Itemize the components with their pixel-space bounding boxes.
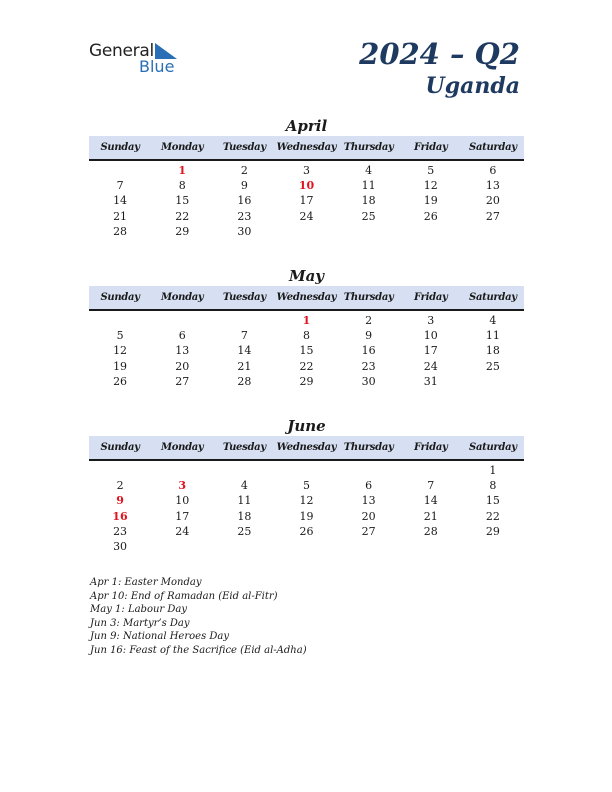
day-cell: 9	[240, 179, 248, 193]
day-cell: 6	[365, 479, 373, 493]
day-cell: 28	[423, 524, 438, 538]
day-cell	[462, 374, 524, 389]
weekday-label: Friday	[414, 142, 448, 153]
day-cell: 7	[240, 329, 248, 343]
day-cell: 27	[485, 209, 500, 223]
day-cell	[213, 539, 275, 554]
day-cell	[275, 463, 337, 478]
day-cell: 2	[240, 164, 248, 177]
day-cell: 7	[116, 179, 124, 193]
brand-logo	[89, 41, 189, 77]
day-cell: 7	[427, 479, 435, 493]
day-cell: 24	[299, 209, 314, 223]
day-cell: 16	[361, 344, 376, 358]
day-cell: 21	[113, 209, 128, 223]
day-cell	[89, 463, 151, 478]
day-cell	[89, 313, 151, 328]
day-cell: 4	[489, 314, 497, 327]
day-cell: 21	[423, 509, 438, 523]
weekday-label: Wednesday	[276, 292, 337, 303]
day-cell: 15	[485, 494, 500, 508]
week-row	[89, 163, 524, 178]
day-cell: 4	[365, 164, 373, 177]
day-cell	[338, 224, 400, 239]
day-cell: 28	[113, 224, 128, 238]
month-name: June	[287, 417, 326, 435]
quarter-title: 2024 – Q2	[359, 37, 520, 71]
day-cell	[151, 539, 213, 554]
weekday-label: Thursday	[343, 442, 394, 453]
weekday-label: Monday	[160, 442, 204, 453]
weekday-label: Tuesday	[222, 292, 266, 303]
day-cell: 14	[113, 194, 128, 208]
day-cell: 23	[237, 209, 252, 223]
month-june	[89, 416, 524, 554]
weekday-label: Tuesday	[222, 442, 266, 453]
day-cell: 14	[423, 494, 438, 508]
day-cell: 29	[175, 224, 190, 238]
day-cell: 17	[423, 344, 438, 358]
week-row	[89, 493, 524, 508]
holiday-note: May 1: Labour Day	[90, 604, 187, 616]
week-row	[89, 509, 524, 524]
day-cell: 29	[299, 374, 314, 388]
week-row	[89, 224, 524, 239]
day-cell: 24	[423, 359, 438, 373]
day-cell: 3	[302, 164, 310, 177]
day-cell: 17	[299, 194, 314, 208]
day-cell: 19	[113, 359, 128, 373]
day-cell: 11	[361, 179, 376, 193]
day-cell: 12	[423, 179, 438, 193]
day-cell: 23	[113, 524, 128, 538]
holiday-note: Apr 1: Easter Monday	[90, 577, 202, 588]
logo-text-general: General	[89, 41, 154, 61]
day-cell: 12	[113, 344, 128, 358]
week-row	[89, 209, 524, 224]
day-cell: 29	[485, 524, 500, 538]
weekday-label: Sunday	[100, 142, 140, 153]
day-cell	[275, 224, 337, 239]
week-row	[89, 478, 524, 493]
day-cell: 23	[361, 359, 376, 373]
day-cell: 5	[427, 164, 435, 177]
day-cell: 14	[237, 344, 252, 358]
day-cell	[275, 539, 337, 554]
day-cell: 10	[423, 329, 438, 343]
week-row	[89, 328, 524, 343]
day-cell: 5	[116, 329, 124, 343]
day-cell: 16	[112, 509, 128, 523]
day-cell: 25	[485, 359, 500, 373]
weekday-label: Wednesday	[276, 142, 337, 153]
day-cell: 22	[299, 359, 314, 373]
weekday-label: Saturday	[469, 292, 517, 303]
weekday-header-row	[89, 286, 524, 311]
day-cell	[462, 224, 524, 239]
day-cell	[89, 163, 151, 178]
day-cell	[462, 539, 524, 554]
day-cell: 30	[237, 224, 252, 238]
weekday-label: Friday	[414, 292, 448, 303]
day-cell: 8	[178, 179, 186, 193]
weekday-header-row	[89, 436, 524, 461]
day-cell: 20	[485, 194, 500, 208]
day-cell: 5	[302, 479, 310, 493]
day-cell: 8	[302, 329, 310, 343]
day-cell: 18	[237, 509, 252, 523]
day-cell: 25	[237, 524, 252, 538]
day-cell: 3	[427, 314, 435, 327]
day-cell: 19	[299, 509, 314, 523]
day-cell	[400, 539, 462, 554]
day-cell: 2	[116, 479, 124, 493]
day-cell: 1	[489, 464, 497, 477]
day-cell: 30	[113, 539, 128, 553]
holiday-notes	[90, 576, 307, 658]
weekday-header-row	[89, 136, 524, 161]
day-cell: 13	[175, 344, 190, 358]
day-cell: 30	[361, 374, 376, 388]
day-cell	[400, 463, 462, 478]
weekday-label: Thursday	[343, 292, 394, 303]
day-cell: 27	[175, 374, 190, 388]
page-title	[359, 36, 520, 100]
day-cell: 10	[175, 494, 190, 508]
day-cell: 24	[175, 524, 190, 538]
day-cell	[151, 463, 213, 478]
weekday-label: Saturday	[469, 442, 517, 453]
week-row	[89, 539, 524, 554]
day-cell	[400, 224, 462, 239]
weekday-label: Sunday	[100, 292, 140, 303]
weekday-label: Monday	[160, 292, 204, 303]
day-cell: 28	[237, 374, 252, 388]
weekday-label: Saturday	[469, 142, 517, 153]
day-cell: 10	[298, 179, 315, 193]
day-cell: 3	[178, 479, 187, 493]
day-cell: 8	[489, 479, 497, 493]
day-cell: 18	[485, 344, 500, 358]
weekday-label: Tuesday	[222, 142, 266, 153]
day-cell: 20	[175, 359, 190, 373]
month-april	[89, 116, 524, 239]
day-cell: 16	[237, 194, 252, 208]
day-cell: 15	[175, 194, 190, 208]
day-cell	[151, 313, 213, 328]
day-cell: 22	[175, 209, 190, 223]
weekday-label: Sunday	[100, 442, 140, 453]
day-cell: 4	[240, 479, 248, 493]
day-cell: 9	[116, 494, 124, 508]
day-cell: 6	[489, 164, 497, 177]
week-row	[89, 178, 524, 193]
day-cell: 12	[299, 494, 314, 508]
day-cell: 31	[423, 374, 438, 388]
day-cell: 26	[423, 209, 438, 223]
weekday-label: Friday	[414, 442, 448, 453]
day-cell: 17	[175, 509, 190, 523]
day-cell: 26	[299, 524, 314, 538]
holiday-note: Apr 10: End of Ramadan (Eid al-Fitr)	[90, 590, 278, 602]
day-cell: 1	[302, 314, 311, 327]
month-name: April	[285, 117, 328, 135]
week-row	[89, 463, 524, 478]
holiday-note: Jun 9: National Heroes Day	[90, 631, 230, 643]
month-name: May	[288, 267, 325, 285]
day-cell: 22	[485, 509, 500, 523]
day-cell: 2	[365, 314, 373, 327]
country-name: Uganda	[425, 73, 520, 99]
week-row	[89, 343, 524, 358]
day-cell: 11	[485, 329, 500, 343]
day-cell: 13	[361, 494, 376, 508]
week-row	[89, 374, 524, 389]
day-cell	[213, 313, 275, 328]
day-cell: 25	[361, 209, 376, 223]
day-cell: 19	[423, 194, 438, 208]
week-row	[89, 193, 524, 208]
holiday-note: Jun 16: Feast of the Sacrifice (Eid al-Adha)	[90, 644, 307, 656]
week-row	[89, 524, 524, 539]
day-cell	[338, 463, 400, 478]
day-cell: 18	[361, 194, 376, 208]
day-cell: 15	[299, 344, 314, 358]
week-row	[89, 313, 524, 328]
day-cell: 1	[178, 164, 187, 177]
logo-text-blue: Blue	[139, 57, 175, 76]
weekday-label: Wednesday	[276, 442, 337, 453]
week-row	[89, 359, 524, 374]
holiday-note: Jun 3: Martyr’s Day	[90, 617, 190, 629]
day-cell: 6	[178, 329, 186, 343]
day-cell: 11	[237, 494, 252, 508]
day-cell: 27	[361, 524, 376, 538]
weekday-label: Monday	[160, 142, 204, 153]
day-cell: 9	[365, 329, 373, 343]
day-cell	[338, 539, 400, 554]
month-may	[89, 266, 524, 389]
day-cell: 21	[237, 359, 252, 373]
day-cell	[213, 463, 275, 478]
day-cell: 13	[485, 179, 500, 193]
day-cell: 20	[361, 509, 376, 523]
weekday-label: Thursday	[343, 142, 394, 153]
day-cell: 26	[113, 374, 128, 388]
